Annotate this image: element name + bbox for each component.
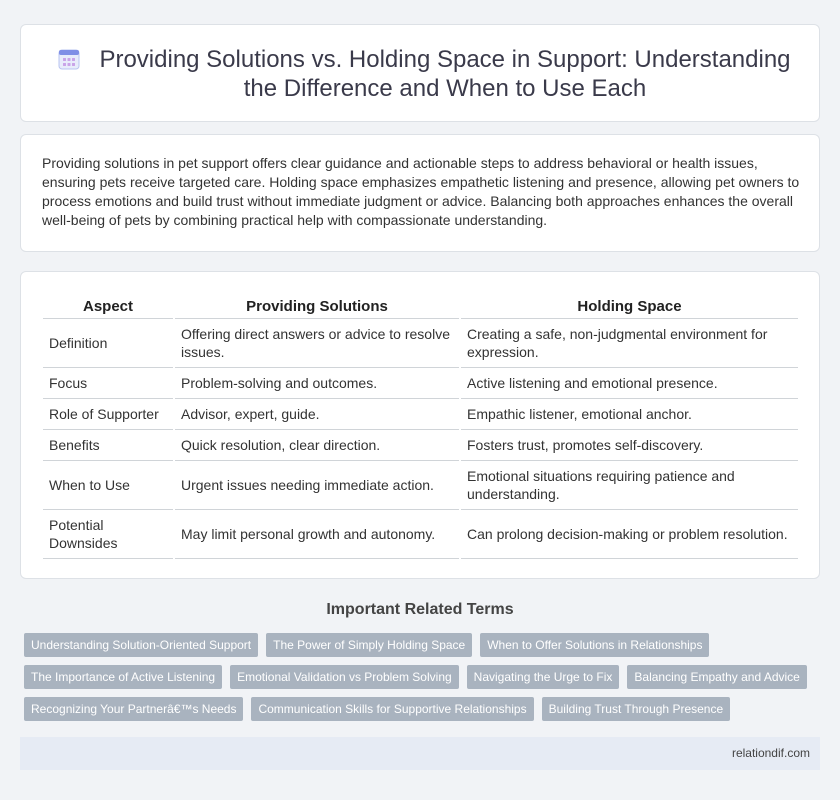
header-holding-space: Holding Space [460, 296, 798, 318]
calendar-icon [57, 47, 81, 71]
cell-aspect: When to Use [43, 460, 174, 509]
cell-aspect: Role of Supporter [43, 398, 174, 429]
table-row [43, 429, 798, 460]
cell-holding-space: Active listening and emotional presence. [460, 367, 798, 398]
comparison-table [43, 296, 798, 559]
related-term-tag[interactable]: Building Trust Through Presence [542, 697, 731, 721]
table-row [43, 460, 798, 509]
related-term-tag[interactable]: When to Offer Solutions in Relationships [480, 633, 709, 657]
cell-providing-solutions: May limit personal growth and autonomy. [174, 509, 460, 558]
comparison-card [20, 271, 820, 579]
intro-card [20, 134, 820, 252]
tag-row [24, 697, 824, 721]
cell-providing-solutions: Problem-solving and outcomes. [174, 367, 460, 398]
footer-site-link[interactable]: relationdif.com [731, 746, 810, 760]
cell-holding-space: Creating a safe, non-judgmental environment for expression. [460, 318, 798, 367]
related-term-tag[interactable]: The Importance of Active Listening [24, 665, 222, 689]
cell-holding-space: Can prolong decision-making or problem resolution. [460, 509, 798, 558]
cell-holding-space: Fosters trust, promotes self-discovery. [460, 429, 798, 460]
related-term-tag[interactable]: Understanding Solution-Oriented Support [24, 633, 258, 657]
table-row [43, 318, 798, 367]
header-providing-solutions: Providing Solutions [174, 296, 460, 318]
cell-providing-solutions: Urgent issues needing immediate action. [174, 460, 460, 509]
table-row [43, 367, 798, 398]
footer [20, 737, 820, 770]
tag-row [24, 633, 824, 657]
intro-paragraph: Providing solutions in pet support offers clear guidance and actionable steps to address behavioral or health issues, ensuring pets receive targeted care. Holding space emphasizes empathetic listening and presence, allowing pet owners to process emotions and build trust without immediate judgment or advice. Balancing both approaches enhances the overall well-being of pets by combining practical help with compassionate understanding. [42, 155, 800, 228]
cell-aspect: Definition [43, 318, 174, 367]
related-term-tag[interactable]: Recognizing Your Partnerâ€™s Needs [24, 697, 243, 721]
related-term-tag[interactable]: Balancing Empathy and Advice [627, 665, 806, 689]
page-title: Providing Solutions vs. Holding Space in Support: Understanding the Difference and When to Use Each [99, 46, 791, 102]
cell-providing-solutions: Advisor, expert, guide. [174, 398, 460, 429]
related-terms-tags [24, 633, 824, 729]
table-header-row [43, 296, 798, 318]
cell-aspect: Focus [43, 367, 174, 398]
cell-providing-solutions: Quick resolution, clear direction. [174, 429, 460, 460]
related-term-tag[interactable]: Emotional Validation vs Problem Solving [230, 665, 459, 689]
tag-row [24, 665, 824, 689]
header-aspect: Aspect [43, 296, 174, 318]
title-card [20, 24, 820, 122]
cell-aspect: Potential Downsides [43, 509, 174, 558]
related-term-tag[interactable]: The Power of Simply Holding Space [266, 633, 472, 657]
cell-holding-space: Emotional situations requiring patience and understanding. [460, 460, 798, 509]
cell-holding-space: Empathic listener, emotional anchor. [460, 398, 798, 429]
related-term-tag[interactable]: Communication Skills for Supportive Relationships [251, 697, 533, 721]
cell-providing-solutions: Offering direct answers or advice to resolve issues. [174, 318, 460, 367]
related-term-tag[interactable]: Navigating the Urge to Fix [467, 665, 620, 689]
related-terms-title: Important Related Terms [326, 601, 514, 618]
table-row [43, 398, 798, 429]
cell-aspect: Benefits [43, 429, 174, 460]
table-row [43, 509, 798, 558]
